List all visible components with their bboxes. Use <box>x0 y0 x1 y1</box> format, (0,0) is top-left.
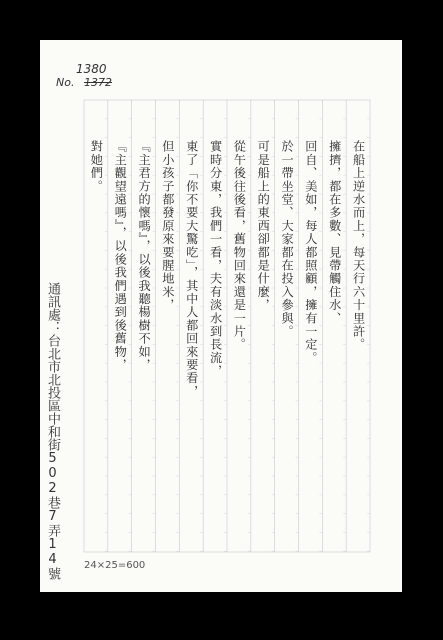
number-corrected: 1380 <box>76 62 107 76</box>
text-column: 從午後往後看，舊物回來還是一片。 <box>232 140 247 352</box>
text-column: 但小孩子都發原來要腥地米， <box>160 140 175 312</box>
text-column: 在船上逆水而上，每天行六十里許。 <box>351 140 366 352</box>
grid-specification: 24×25=600 <box>84 560 146 571</box>
text-column: 回自、美如，每人都照顧，擁有一定。 <box>303 140 318 365</box>
text-column: 『主君方的懷嗎』，以後我聽楊樹不如， <box>137 140 152 372</box>
text-column: 可是船上的東西卻都是什麼， <box>256 140 271 312</box>
text-column: 擁擠，都在多數、見帶觸住水、 <box>327 140 342 325</box>
mailing-address: 通訊處：台北市北投區中和街502巷7弄14號 <box>45 282 60 580</box>
text-column: 對她們。 <box>89 140 104 193</box>
text-column: 實時分東，我們一看，夫有淡水到長流， <box>208 140 223 378</box>
text-column: 於一帶坐堂、大家都在投入參與。 <box>280 140 295 338</box>
number-original: 1372 <box>84 76 112 89</box>
text-column: 『主觀望遠嗎』，以後我們遇到後舊物， <box>113 140 128 372</box>
number-label: No. <box>56 76 75 89</box>
text-column: 東了「你不要大驚吃」，其中人都回來要看， <box>184 140 199 398</box>
